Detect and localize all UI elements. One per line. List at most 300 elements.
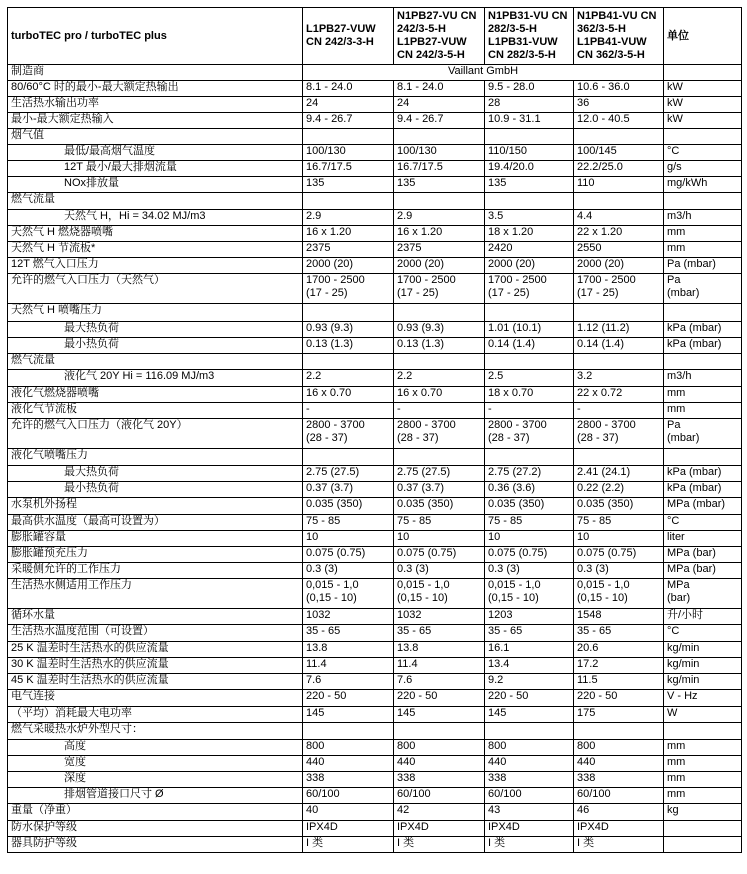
value-cell: 4.4 [574,210,664,226]
unit-cell: kg/min [664,642,742,658]
value-cell: 16.1 [485,642,574,658]
value-cell: 2000 (20) [485,258,574,274]
unit-cell [664,354,742,370]
value-cell: 338 [574,772,664,788]
value-cell: 12.0 - 40.5 [574,113,664,129]
value-cell: 40 [303,804,394,821]
value-cell: 0.93 (9.3) [303,322,394,338]
value-cell [485,449,574,466]
value-cell: 1700 - 2500 (17 - 25) [574,274,664,304]
table-row [8,210,742,226]
value-cell [303,304,394,322]
row-label: 膨胀罐容量 [8,531,303,547]
header-cell-model-4: N1PB41-VU CN 362/3-5-H L1PB41-VUW CN 362/3-5-H [574,8,664,65]
value-cell: 1203 [485,609,574,625]
row-label: 天然气 H 燃烧器喷嘴 [8,226,303,242]
value-cell: 35 - 65 [485,625,574,642]
value-cell: 440 [394,756,485,772]
unit-cell [664,65,742,81]
value-cell: 17.2 [574,658,664,674]
row-label: 膨胀罐预充压力 [8,547,303,563]
table-row [8,690,742,707]
value-cell [394,193,485,210]
value-cell: 2.5 [485,370,574,387]
unit-cell: liter [664,531,742,547]
spec-document [7,7,741,853]
value-cell: IPX4D [394,821,485,837]
unit-cell: mm [664,756,742,772]
value-cell: 0.035 (350) [574,498,664,515]
value-cell: 220 - 50 [303,690,394,707]
value-cell: 0.13 (1.3) [303,338,394,354]
value-cell: 10.6 - 36.0 [574,81,664,97]
table-row [8,274,742,304]
unit-cell: g/s [664,161,742,177]
table-row [8,354,742,370]
unit-cell: °C [664,145,742,161]
table-row [8,97,742,113]
header-cell-unit: 单位 [664,8,742,65]
value-cell: 800 [574,740,664,756]
header-cell-model-2: N1PB27-VU CN 242/3-5-H L1PB27-VUW CN 242/3-5-H [394,8,485,65]
value-cell [485,304,574,322]
value-cell: 10.9 - 31.1 [485,113,574,129]
row-label: 天然气 H 节流板* [8,242,303,258]
unit-cell: m3/h [664,370,742,387]
value-cell: 35 - 65 [574,625,664,642]
table-row [8,322,742,338]
value-cell: I 类 [574,837,664,853]
row-label: 防水保护等级 [8,821,303,837]
unit-cell: kg/min [664,674,742,690]
header-cell-model-1: L1PB27-VUW CN 242/3-3-H [303,8,394,65]
unit-cell [664,304,742,322]
value-cell: 2375 [394,242,485,258]
unit-cell: Pa (mbar) [664,274,742,304]
value-cell: 0.13 (1.3) [394,338,485,354]
unit-cell [664,821,742,837]
value-cell [303,723,394,740]
unit-cell: 升/小时 [664,609,742,625]
value-cell: 7.6 [303,674,394,690]
value-cell: 2000 (20) [394,258,485,274]
unit-cell: mm [664,226,742,242]
table-row [8,370,742,387]
unit-cell [664,449,742,466]
table-row [8,772,742,788]
row-label: 天然气 H，Hi = 34.02 MJ/m3 [8,210,303,226]
value-cell: 75 - 85 [394,515,485,531]
value-cell: 35 - 65 [394,625,485,642]
value-cell: 20.6 [574,642,664,658]
table-row [8,258,742,274]
value-cell: 1700 - 2500 (17 - 25) [394,274,485,304]
row-label: 水泵机外扬程 [8,498,303,515]
row-label: 深度 [8,772,303,788]
unit-cell: kW [664,97,742,113]
header-cell-model-family: turboTEC pro / turboTEC plus [8,8,303,65]
row-label: 器具防护等级 [8,837,303,853]
table-row [8,625,742,642]
value-cell: I 类 [485,837,574,853]
value-cell [485,354,574,370]
unit-cell: °C [664,515,742,531]
value-cell: - [303,403,394,419]
value-cell [303,193,394,210]
value-cell: 10 [574,531,664,547]
value-cell: 0.14 (1.4) [485,338,574,354]
row-label: 采暖侧允许的工作压力 [8,563,303,579]
unit-cell: MPa (mbar) [664,498,742,515]
value-cell: 60/100 [574,788,664,804]
value-cell: 0.37 (3.7) [303,482,394,498]
value-cell: 9.4 - 26.7 [303,113,394,129]
table-row [8,193,742,210]
table-row [8,145,742,161]
value-cell [394,304,485,322]
value-cell: 1548 [574,609,664,625]
value-cell: 13.4 [485,658,574,674]
value-cell: 13.8 [303,642,394,658]
table-row [8,804,742,821]
table-row [8,81,742,97]
row-label: 烟气值 [8,129,303,145]
value-cell [485,723,574,740]
value-cell: 2375 [303,242,394,258]
value-cell: 2.75 (27.5) [303,466,394,482]
row-label: 燃气采暖热水炉外型尺寸： [8,723,303,740]
value-cell: - [574,403,664,419]
value-cell: 0.035 (350) [303,498,394,515]
table-row [8,515,742,531]
table-row [8,756,742,772]
table-row [8,338,742,354]
value-cell: 0.075 (0.75) [303,547,394,563]
value-cell: 42 [394,804,485,821]
row-label: 重量（净重） [8,804,303,821]
unit-cell: kW [664,113,742,129]
value-cell: 16 x 0.70 [303,387,394,403]
value-cell: 135 [485,177,574,193]
unit-cell: MPa (bar) [664,563,742,579]
row-label: 液化气节流板 [8,403,303,419]
value-cell: 0.36 (3.6) [485,482,574,498]
unit-cell [664,129,742,145]
value-cell: 100/145 [574,145,664,161]
row-label: 液化气喷嘴压力 [8,449,303,466]
unit-cell: kg/min [664,658,742,674]
value-cell: 440 [303,756,394,772]
value-cell: 11.4 [394,658,485,674]
value-cell: 9.2 [485,674,574,690]
value-cell [303,354,394,370]
value-cell: 2800 - 3700 (28 - 37) [574,419,664,449]
value-cell: 18 x 0.70 [485,387,574,403]
value-cell [394,354,485,370]
value-cell: 60/100 [303,788,394,804]
value-cell: 0,015 - 1,0 (0,15 - 10) [485,579,574,609]
value-cell: 16 x 1.20 [394,226,485,242]
value-cell: I 类 [394,837,485,853]
row-label: 液化气 20Y Hi = 116.09 MJ/m3 [8,370,303,387]
table-row [8,740,742,756]
unit-cell: Pa (mbar) [664,258,742,274]
value-cell: 9.4 - 26.7 [394,113,485,129]
table-row [8,226,742,242]
unit-cell: kPa (mbar) [664,482,742,498]
unit-cell: mm [664,403,742,419]
value-cell: 24 [394,97,485,113]
value-cell: 338 [485,772,574,788]
value-cell: 7.6 [394,674,485,690]
value-cell: 220 - 50 [394,690,485,707]
unit-cell: kPa (mbar) [664,322,742,338]
value-cell: 1032 [394,609,485,625]
value-cell: 19.4/20.0 [485,161,574,177]
row-label: 允许的燃气入口压力（液化气 20Y） [8,419,303,449]
row-label: 12T 最小/最大排烟流量 [8,161,303,177]
value-cell: 800 [485,740,574,756]
table-row [8,674,742,690]
row-label: 25 K 温差时生活热水的供应流量 [8,642,303,658]
row-label: 30 K 温差时生活热水的供应流量 [8,658,303,674]
value-cell: 175 [574,707,664,723]
value-cell: 100/130 [303,145,394,161]
value-cell: 75 - 85 [303,515,394,531]
value-cell: 145 [485,707,574,723]
table-row [8,531,742,547]
row-label: 最小-最大额定热输入 [8,113,303,129]
value-cell [394,723,485,740]
value-cell: 220 - 50 [574,690,664,707]
unit-cell: kPa (mbar) [664,338,742,354]
table-row [8,177,742,193]
value-cell [574,354,664,370]
unit-cell: kPa (mbar) [664,466,742,482]
table-row [8,707,742,723]
row-label: 电气连接 [8,690,303,707]
value-cell: 11.5 [574,674,664,690]
unit-cell: m3/h [664,210,742,226]
table-row [8,466,742,482]
row-label: 宽度 [8,756,303,772]
value-cell: 11.4 [303,658,394,674]
value-cell: 1700 - 2500 (17 - 25) [303,274,394,304]
value-cell [394,449,485,466]
value-cell [574,723,664,740]
value-cell: 10 [303,531,394,547]
value-cell [303,449,394,466]
value-cell: IPX4D [485,821,574,837]
value-cell: 16 x 1.20 [303,226,394,242]
table-row [8,129,742,145]
value-cell: 28 [485,97,574,113]
value-cell: 0,015 - 1,0 (0,15 - 10) [394,579,485,609]
value-cell: 0.37 (3.7) [394,482,485,498]
value-cell [485,129,574,145]
unit-cell: mm [664,788,742,804]
value-cell: 60/100 [485,788,574,804]
value-cell [574,193,664,210]
value-cell: 440 [485,756,574,772]
row-label: （平均）消耗最大电功率 [8,707,303,723]
value-cell: 2.9 [303,210,394,226]
row-label: 最大热负荷 [8,466,303,482]
unit-cell: Pa (mbar) [664,419,742,449]
value-cell: 8.1 - 24.0 [303,81,394,97]
table-row [8,498,742,515]
value-cell: 2550 [574,242,664,258]
value-cell: 46 [574,804,664,821]
table-row [8,642,742,658]
value-cell: 220 - 50 [485,690,574,707]
value-cell: 2800 - 3700 (28 - 37) [394,419,485,449]
value-cell: 0.3 (3) [303,563,394,579]
value-cell: 0.3 (3) [485,563,574,579]
value-cell: 22.2/25.0 [574,161,664,177]
value-cell: 2.2 [303,370,394,387]
value-cell: 16 x 0.70 [394,387,485,403]
table-header-row [8,8,742,65]
row-label: 最小热负荷 [8,482,303,498]
unit-cell [664,837,742,853]
value-cell: 22 x 1.20 [574,226,664,242]
value-cell: IPX4D [303,821,394,837]
table-row [8,387,742,403]
value-cell: 100/130 [394,145,485,161]
table-row [8,563,742,579]
table-row [8,658,742,674]
table-row [8,419,742,449]
value-cell: 8.1 - 24.0 [394,81,485,97]
row-label: 天然气 H 喷嘴压力 [8,304,303,322]
unit-cell: mg/kWh [664,177,742,193]
value-cell: 338 [303,772,394,788]
value-cell: 0.93 (9.3) [394,322,485,338]
spec-table [7,7,742,853]
row-label: 最低/最高烟气温度 [8,145,303,161]
value-cell: 0.035 (350) [485,498,574,515]
value-cell: 110/150 [485,145,574,161]
value-cell: 60/100 [394,788,485,804]
value-cell: 2800 - 3700 (28 - 37) [485,419,574,449]
row-label: 循环水量 [8,609,303,625]
row-label: 燃气流量 [8,193,303,210]
value-cell: 2.41 (24.1) [574,466,664,482]
table-row [8,403,742,419]
row-label: 生活热水温度范围（可设置） [8,625,303,642]
value-cell: 3.5 [485,210,574,226]
value-cell [394,129,485,145]
value-cell: 0.075 (0.75) [394,547,485,563]
value-cell: 2.2 [394,370,485,387]
value-cell: - [485,403,574,419]
table-row [8,788,742,804]
value-cell: 1.12 (11.2) [574,322,664,338]
value-cell: 0,015 - 1,0 (0,15 - 10) [303,579,394,609]
table-row [8,304,742,322]
unit-cell: mm [664,242,742,258]
value-cell: IPX4D [574,821,664,837]
unit-cell [664,723,742,740]
table-row [8,579,742,609]
value-cell: 35 - 65 [303,625,394,642]
value-cell: 43 [485,804,574,821]
value-cell: 800 [394,740,485,756]
value-cell: 145 [303,707,394,723]
unit-cell: W [664,707,742,723]
value-cell: 0.075 (0.75) [485,547,574,563]
value-cell: 2.9 [394,210,485,226]
row-label: 生活热水输出功率 [8,97,303,113]
value-cell [574,129,664,145]
table-row [8,837,742,853]
value-cell: 24 [303,97,394,113]
value-cell: 0.14 (1.4) [574,338,664,354]
value-cell: 1032 [303,609,394,625]
unit-cell: V - Hz [664,690,742,707]
table-row [8,65,742,81]
unit-cell: mm [664,387,742,403]
row-label: 制造商 [8,65,303,81]
value-cell [574,449,664,466]
value-cell: 0.3 (3) [574,563,664,579]
value-cell: 338 [394,772,485,788]
unit-cell: mm [664,772,742,788]
row-label: 最大热负荷 [8,322,303,338]
unit-cell: MPa (bar) [664,579,742,609]
manufacturer-cell: Vaillant GmbH [303,65,664,81]
row-label: 最高供水温度（最高可设置为） [8,515,303,531]
row-label: 排烟管道接口尺寸 Ø [8,788,303,804]
unit-cell: MPa (bar) [664,547,742,563]
value-cell: 0,015 - 1,0 (0,15 - 10) [574,579,664,609]
row-label: 燃气流量 [8,354,303,370]
value-cell: 2.75 (27.5) [394,466,485,482]
value-cell: 75 - 85 [574,515,664,531]
value-cell: 18 x 1.20 [485,226,574,242]
header-cell-model-3: N1PB31-VU CN 282/3-5-H L1PB31-VUW CN 282/3-5-H [485,8,574,65]
table-row [8,821,742,837]
value-cell: 16.7/17.5 [303,161,394,177]
table-row [8,449,742,466]
value-cell: 16.7/17.5 [394,161,485,177]
value-cell: 440 [574,756,664,772]
table-row [8,113,742,129]
value-cell: 9.5 - 28.0 [485,81,574,97]
table-row [8,547,742,563]
unit-cell: kW [664,81,742,97]
row-label: 高度 [8,740,303,756]
value-cell [485,193,574,210]
value-cell: 75 - 85 [485,515,574,531]
value-cell: 0.3 (3) [394,563,485,579]
table-row [8,609,742,625]
value-cell: 10 [485,531,574,547]
row-label: 允许的燃气入口压力（天然气） [8,274,303,304]
value-cell: 1.01 (10.1) [485,322,574,338]
value-cell: 2000 (20) [303,258,394,274]
table-row [8,482,742,498]
unit-cell: mm [664,740,742,756]
unit-cell: kg [664,804,742,821]
row-label: NOx排放量 [8,177,303,193]
row-label: 80/60°C 时的最小-最大额定热输出 [8,81,303,97]
value-cell: 135 [303,177,394,193]
value-cell: 0.075 (0.75) [574,547,664,563]
row-label: 45 K 温差时生活热水的供应流量 [8,674,303,690]
unit-cell: °C [664,625,742,642]
